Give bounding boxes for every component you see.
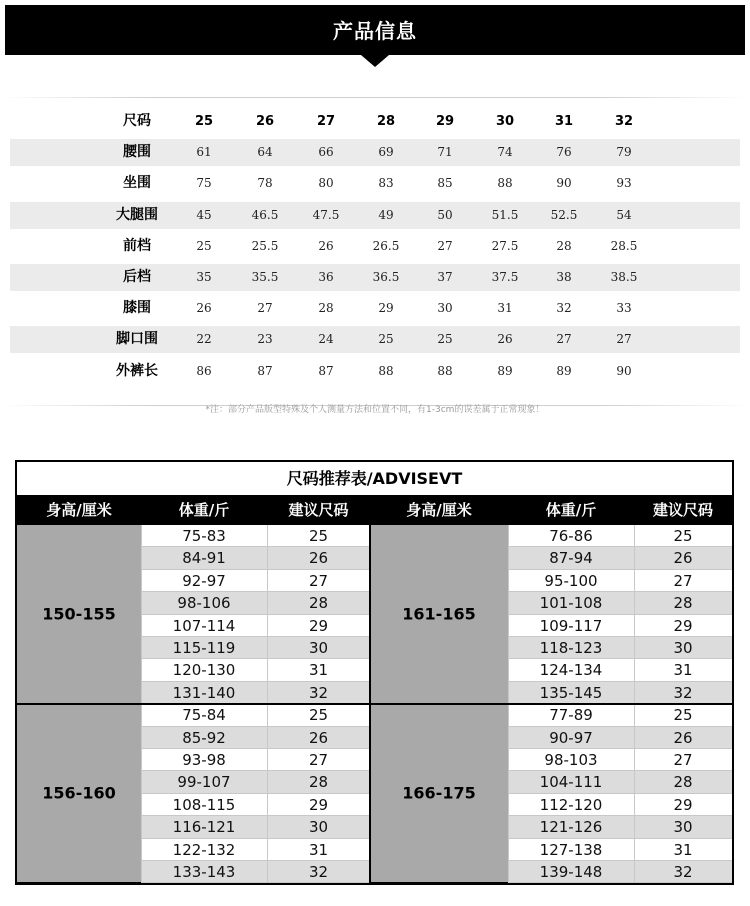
size-header-cell: 32 — [614, 114, 634, 129]
cell-divider — [267, 704, 268, 883]
measure-label: 坐围 — [123, 175, 151, 192]
measure-value: 74 — [497, 145, 513, 160]
measure-label: 后档 — [123, 269, 151, 285]
recommended-size: 32 — [308, 683, 329, 702]
measure-label: 腰围 — [123, 144, 151, 161]
size-row — [0, 233, 750, 260]
recommended-size: 27 — [673, 751, 693, 769]
recommend-row — [508, 794, 732, 816]
measure-value: 46.5 — [251, 207, 279, 222]
measure-value: 75 — [196, 176, 212, 191]
recommended-size: 31 — [673, 840, 693, 859]
measure-value: 30 — [437, 301, 453, 316]
recommend-row — [141, 704, 370, 726]
recommend-row — [141, 682, 370, 704]
recommend-row — [508, 704, 732, 726]
weight-range: 104-111 — [539, 773, 603, 792]
weight-range: 77-89 — [549, 706, 593, 725]
recommend-row — [508, 525, 732, 547]
recommended-size: 25 — [308, 527, 329, 545]
measure-value: 36 — [318, 270, 334, 284]
measure-value: 38 — [556, 270, 572, 284]
measure-value: 47.5 — [312, 207, 340, 222]
cell-divider — [267, 525, 268, 704]
recommended-size: 32 — [673, 683, 693, 702]
height-range-block — [17, 704, 141, 883]
recommended-size: 28 — [308, 594, 329, 613]
cell-divider — [634, 704, 635, 883]
weight-range: 112-120 — [539, 795, 603, 814]
measure-value: 80 — [318, 176, 334, 191]
measure-value: 26.5 — [372, 238, 400, 253]
measure-value: 69 — [378, 145, 394, 160]
height-range-label: 156-160 — [42, 783, 116, 803]
measure-value: 27 — [437, 238, 453, 253]
recommend-row — [141, 861, 370, 883]
recommended-size: 25 — [673, 706, 693, 725]
measure-value: 86 — [196, 363, 212, 378]
weight-range: 98-103 — [544, 751, 598, 769]
weight-range: 124-134 — [539, 661, 603, 680]
size-header-row — [0, 108, 750, 135]
recommended-size: 30 — [673, 818, 693, 837]
measure-value: 25 — [437, 332, 453, 347]
measure-value: 35 — [196, 270, 212, 284]
weight-range: 133-143 — [172, 863, 236, 881]
size-header-cell: 31 — [554, 114, 574, 129]
cell-divider — [508, 704, 509, 883]
recommended-size: 29 — [308, 616, 329, 635]
weight-range: 101-108 — [539, 594, 603, 613]
measure-label: 前档 — [123, 237, 151, 254]
measure-value: 45 — [196, 207, 212, 222]
recommend-header-cell: 身高/厘米 — [46, 501, 112, 519]
recommended-size: 26 — [308, 728, 329, 747]
measure-value: 88 — [437, 363, 453, 378]
measure-value: 27 — [616, 332, 632, 347]
recommend-row — [508, 839, 732, 861]
measure-value: 23 — [257, 332, 273, 347]
recommend-row — [508, 861, 732, 883]
size-row — [0, 139, 750, 166]
recommended-size: 31 — [308, 661, 329, 680]
recommended-size: 31 — [673, 661, 693, 680]
recommend-row — [508, 637, 732, 659]
weight-range: 139-148 — [539, 863, 603, 881]
recommended-size: 26 — [673, 728, 693, 747]
recommend-row — [141, 839, 370, 861]
recommend-row — [508, 749, 732, 771]
measure-value: 33 — [616, 301, 632, 316]
recommend-row — [141, 592, 370, 614]
size-row — [0, 264, 750, 291]
recommend-header-cell: 建议尺码 — [288, 501, 349, 519]
recommended-size: 25 — [673, 527, 693, 545]
recommend-row — [141, 570, 370, 592]
measure-value: 26 — [196, 301, 212, 316]
measure-value: 27 — [257, 301, 273, 316]
measure-value: 26 — [497, 332, 513, 347]
recommended-size: 27 — [308, 751, 329, 769]
weight-range: 107-114 — [172, 616, 236, 635]
recommend-row — [141, 727, 370, 749]
measure-value: 64 — [257, 145, 273, 160]
recommended-size: 29 — [308, 795, 329, 814]
recommended-size: 29 — [673, 616, 693, 635]
recommended-size: 28 — [673, 773, 693, 792]
weight-range: 115-119 — [172, 639, 236, 657]
cell-divider — [634, 525, 635, 704]
recommended-size: 28 — [308, 773, 329, 792]
height-range-label: 161-165 — [402, 604, 476, 624]
measure-value: 87 — [318, 363, 334, 378]
size-header-cell: 29 — [435, 114, 455, 129]
block-divider — [17, 703, 732, 705]
measure-label: 膝围 — [123, 300, 151, 317]
section-banner — [5, 5, 745, 55]
measure-value: 27 — [556, 332, 572, 347]
size-header-cell: 26 — [255, 114, 275, 129]
weight-range: 108-115 — [172, 795, 236, 814]
recommended-size: 25 — [308, 706, 329, 725]
recommend-row — [508, 727, 732, 749]
measure-value: 51.5 — [491, 207, 519, 222]
measure-value: 36.5 — [372, 270, 400, 284]
weight-range: 75-83 — [182, 527, 226, 545]
measure-value: 76 — [556, 145, 572, 160]
measure-value: 79 — [616, 145, 632, 160]
height-range-block — [370, 704, 508, 883]
weight-range: 109-117 — [539, 616, 603, 635]
measure-value: 25 — [378, 332, 394, 347]
measure-value: 78 — [257, 176, 273, 191]
recommend-row — [508, 816, 732, 838]
measure-label: 脚口围 — [116, 331, 158, 348]
measure-value: 26 — [318, 238, 334, 253]
measure-value: 52.5 — [550, 207, 578, 222]
measure-value: 71 — [437, 145, 453, 160]
recommended-size: 29 — [673, 795, 693, 814]
weight-range: 120-130 — [172, 661, 236, 680]
size-header-cell: 27 — [316, 114, 336, 129]
size-row — [0, 326, 750, 353]
measure-value: 89 — [497, 363, 513, 378]
weight-range: 90-97 — [549, 728, 593, 747]
size-header-cell: 25 — [194, 114, 214, 129]
measurement-note: *注：部分产品版型特殊及个人测量方法和位置不同，有1-3cm的误差属于正常现象！ — [205, 405, 545, 415]
recommended-size: 28 — [673, 594, 693, 613]
weight-range: 98-106 — [177, 594, 231, 613]
measure-value: 88 — [378, 363, 394, 378]
weight-range: 93-98 — [182, 751, 226, 769]
measure-value: 88 — [497, 176, 513, 191]
measure-value: 50 — [437, 207, 453, 222]
recommended-size: 32 — [673, 863, 693, 881]
cell-divider — [508, 525, 509, 704]
weight-range: 84-91 — [182, 549, 226, 568]
size-header-cell: 30 — [495, 114, 515, 129]
measure-value: 38.5 — [610, 270, 638, 284]
measure-value: 89 — [556, 363, 572, 378]
measure-value: 25 — [196, 238, 212, 253]
recommend-row — [141, 816, 370, 838]
measure-label: 外裤长 — [116, 362, 158, 379]
measure-value: 85 — [437, 176, 453, 191]
measure-value: 31 — [497, 301, 513, 316]
recommended-size: 27 — [308, 571, 329, 590]
weight-range: 116-121 — [172, 818, 236, 837]
recommend-row — [508, 547, 732, 569]
measure-value: 35.5 — [251, 270, 279, 284]
weight-range: 121-126 — [539, 818, 603, 837]
recommend-row — [141, 615, 370, 637]
measure-value: 32 — [556, 301, 572, 316]
recommend-row — [141, 637, 370, 659]
measure-value: 28 — [318, 301, 334, 316]
weight-range: 75-84 — [182, 706, 226, 725]
recommend-title: 尺码推荐表/ADVISEVT — [286, 469, 463, 488]
measure-value: 90 — [556, 176, 572, 191]
weight-range: 76-86 — [549, 527, 593, 545]
weight-range: 92-97 — [182, 571, 226, 590]
measure-label: 大腿围 — [116, 206, 158, 223]
recommend-row — [508, 592, 732, 614]
recommend-row — [508, 659, 732, 681]
recommended-size: 31 — [308, 840, 329, 859]
measure-value: 24 — [318, 332, 334, 347]
weight-range: 99-107 — [177, 773, 231, 792]
recommend-header-cell: 建议尺码 — [652, 501, 713, 519]
recommend-row — [141, 771, 370, 793]
measure-value: 22 — [196, 332, 212, 347]
recommend-row — [508, 771, 732, 793]
recommend-header-row — [17, 495, 732, 525]
measure-value: 27.5 — [491, 238, 519, 253]
cell-divider — [141, 525, 142, 704]
banner-arrow — [361, 55, 389, 67]
recommended-size: 30 — [308, 818, 329, 837]
measure-value: 54 — [616, 207, 632, 222]
size-row — [0, 202, 750, 229]
measure-value: 61 — [196, 145, 212, 160]
size-recommend-table — [15, 460, 734, 885]
recommend-header-cell: 身高/厘米 — [406, 501, 472, 519]
recommend-header-cell: 体重/斤 — [545, 501, 597, 519]
size-row — [0, 170, 750, 197]
recommend-row — [141, 794, 370, 816]
recommended-size: 30 — [673, 639, 693, 657]
recommend-row — [141, 659, 370, 681]
size-header-cell: 28 — [376, 114, 396, 129]
measure-value: 66 — [318, 145, 334, 160]
recommended-size: 27 — [673, 571, 693, 590]
height-range-label: 166-175 — [402, 783, 476, 803]
measure-value: 83 — [378, 176, 394, 191]
weight-range: 95-100 — [544, 571, 598, 590]
recommended-size: 32 — [308, 863, 329, 881]
measure-value: 37 — [437, 270, 453, 284]
weight-range: 135-145 — [539, 683, 603, 702]
recommended-size: 26 — [673, 549, 693, 568]
weight-range: 122-132 — [172, 840, 236, 859]
recommend-row — [508, 570, 732, 592]
recommend-header-cell: 体重/斤 — [178, 501, 230, 519]
height-range-block — [17, 525, 141, 704]
size-header-label: 尺码 — [123, 113, 151, 129]
size-row — [0, 358, 750, 385]
measure-value: 28.5 — [610, 238, 638, 253]
height-range-label: 150-155 — [42, 604, 116, 624]
recommend-row — [508, 682, 732, 704]
cell-divider — [141, 704, 142, 883]
measure-value: 90 — [616, 363, 632, 378]
weight-range: 131-140 — [172, 683, 236, 702]
recommend-row — [141, 749, 370, 771]
measure-value: 28 — [556, 238, 572, 253]
measure-value: 87 — [257, 363, 273, 378]
measure-value: 37.5 — [491, 270, 519, 284]
measure-value: 29 — [378, 301, 394, 316]
recommended-size: 30 — [308, 639, 329, 657]
recommended-size: 26 — [308, 549, 329, 568]
measure-value: 93 — [616, 176, 632, 191]
weight-range: 87-94 — [549, 549, 593, 568]
measure-value: 49 — [378, 207, 394, 222]
banner-title: 产品信息 — [333, 19, 417, 43]
recommend-row — [508, 615, 732, 637]
recommend-row — [141, 547, 370, 569]
size-row — [0, 295, 750, 322]
divider-top — [0, 97, 750, 98]
height-range-block — [370, 525, 508, 704]
measure-value: 25.5 — [251, 238, 279, 253]
weight-range: 118-123 — [539, 639, 603, 657]
weight-range: 127-138 — [539, 840, 603, 859]
weight-range: 85-92 — [182, 728, 226, 747]
recommend-row — [141, 525, 370, 547]
